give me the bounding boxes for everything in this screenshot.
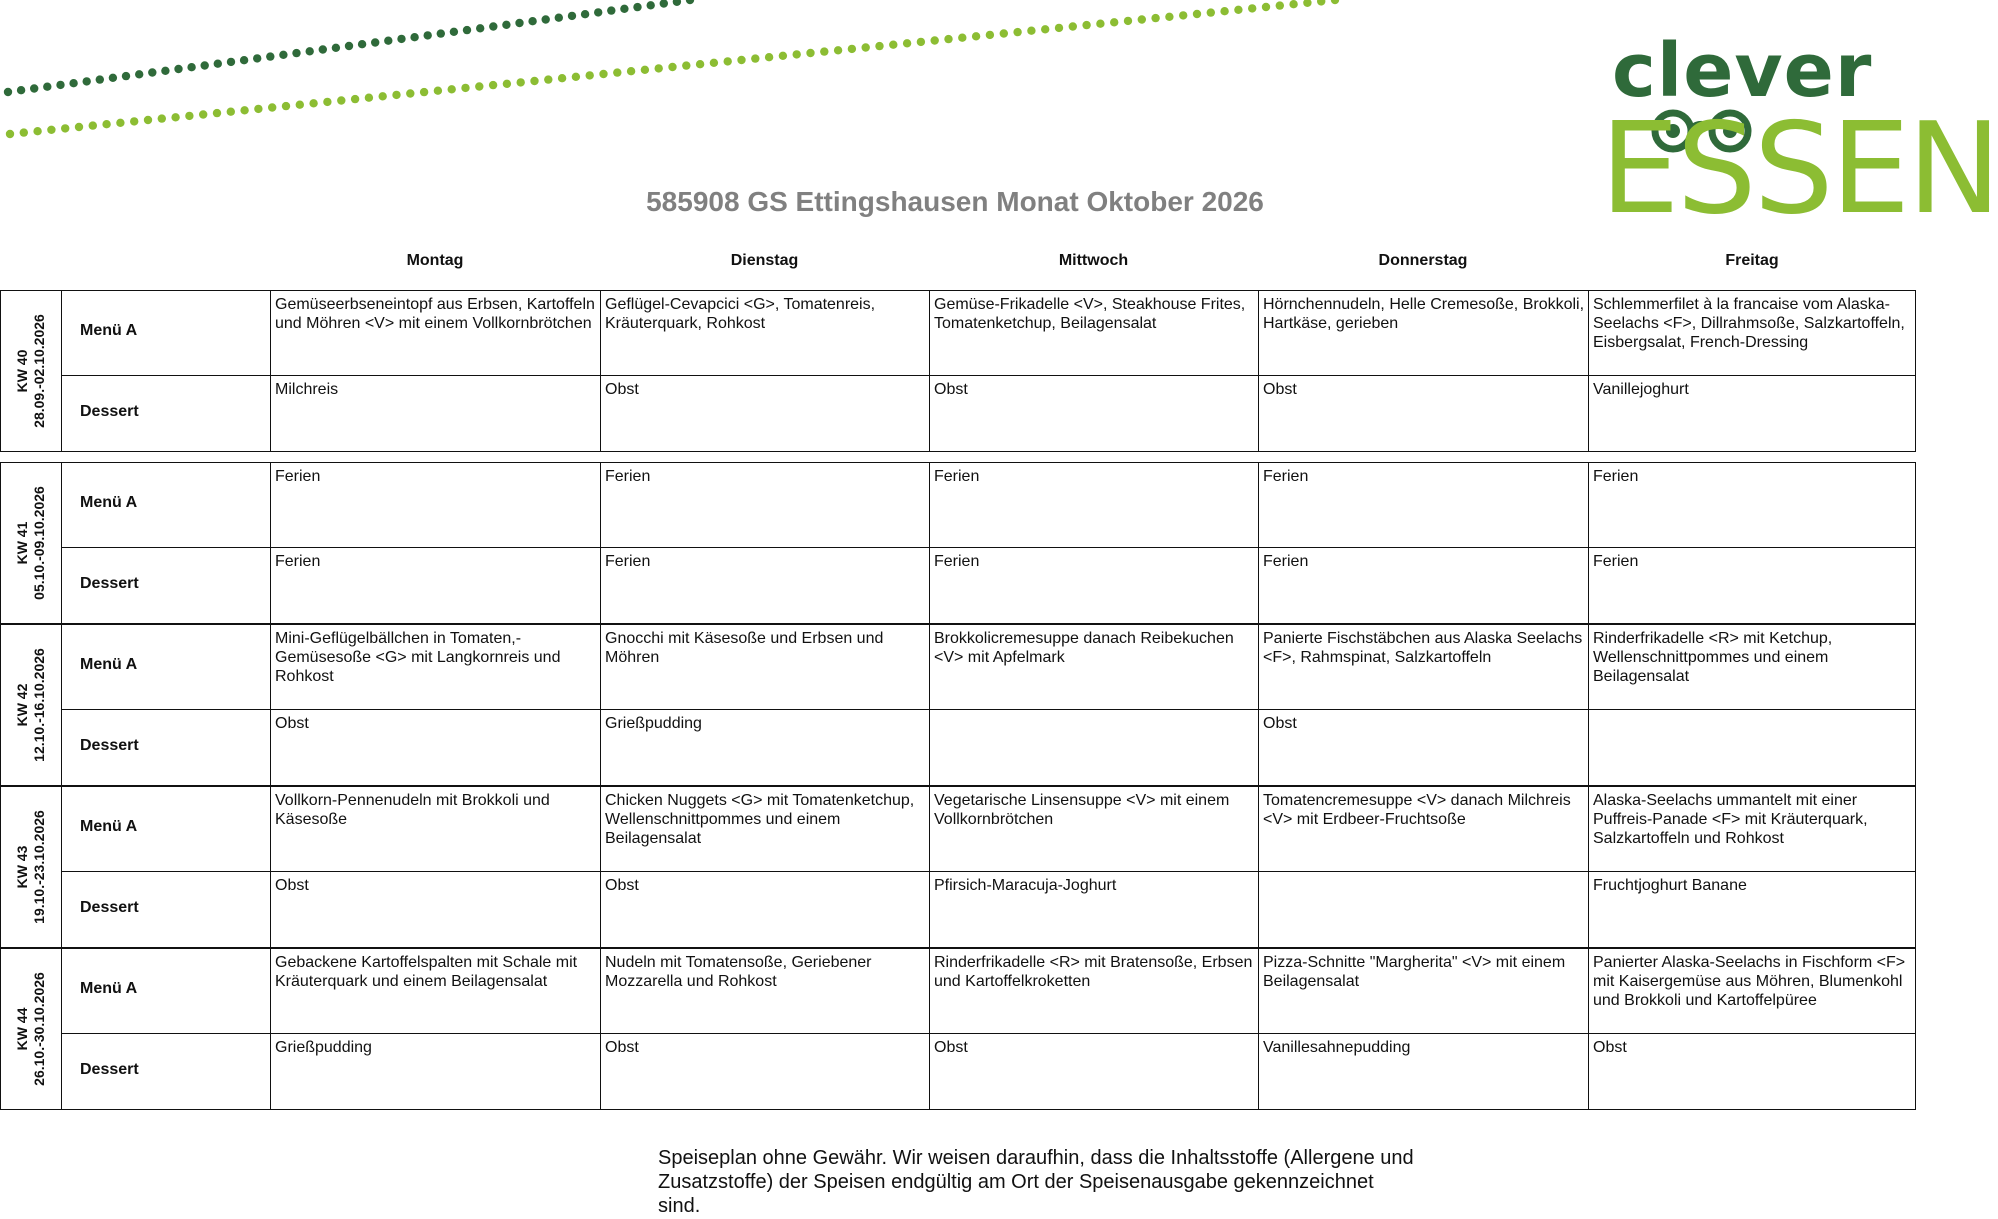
week-block xyxy=(0,462,1916,624)
decorative-dot xyxy=(323,98,331,106)
decorative-dot xyxy=(371,38,379,46)
decorative-dot xyxy=(227,58,235,66)
menu-cell: Vegetarische Linsensuppe <V> mit einem Vollkornbrötchen xyxy=(934,792,1230,828)
decorative-dot xyxy=(253,54,261,62)
week-dates: 26.10.-30.10.2026 xyxy=(31,972,47,1086)
menu-cell: Gebackene Kartoffelspalten mit Schale mit Kräuterquark und einem Beilagensalat xyxy=(275,954,578,990)
decorative-dot xyxy=(420,88,428,96)
decorative-dot xyxy=(627,67,635,75)
row-label-dessert: Dessert xyxy=(80,737,139,754)
dessert-cell: Obst xyxy=(605,877,639,894)
decorative-dot xyxy=(309,99,317,107)
decorative-dot xyxy=(641,66,649,74)
week-label-cell xyxy=(1,787,62,947)
menu-cell: Pizza-Schnitte "Margherita" <V> mit einem Beilagensalat xyxy=(1263,954,1566,990)
decorative-dot xyxy=(696,60,704,68)
dessert-cell: Ferien xyxy=(605,553,651,570)
menu-cell: Panierte Fischstäbchen aus Alaska Seelachs <F>, Rahmspinat, Salzkartoffeln xyxy=(1263,630,1583,666)
decorative-dot xyxy=(187,63,195,71)
decorative-dot xyxy=(737,56,745,64)
decorative-dot xyxy=(502,21,510,29)
decorative-dot xyxy=(607,6,615,14)
decorative-dot xyxy=(116,119,124,127)
menu-cell: Panierter Alaska-Seelachs in Fischform <F> mit Kaisergemüse aus Möhren, Blumenkohl und Brokkoli und Kartoffelpüree xyxy=(1593,954,1906,1009)
decorative-dot xyxy=(779,52,787,60)
decorative-dot xyxy=(61,124,69,132)
week-block xyxy=(0,624,1916,786)
decorative-dot xyxy=(613,68,621,76)
week-label xyxy=(14,972,48,1086)
decorative-dot xyxy=(279,51,287,59)
decorative-dot xyxy=(332,44,340,52)
menu-cell: Ferien xyxy=(605,468,651,485)
decorative-dot xyxy=(633,3,641,11)
decorative-dot xyxy=(1220,7,1228,15)
decorative-dot xyxy=(1289,0,1297,8)
decorative-dot xyxy=(448,85,456,93)
decorative-dot xyxy=(1303,0,1311,7)
menu-cell: Ferien xyxy=(1593,468,1639,485)
decorative-dot xyxy=(931,36,939,44)
decorative-dot xyxy=(889,41,897,49)
decorative-dot xyxy=(144,116,152,124)
decorative-dot xyxy=(1082,21,1090,29)
dessert-cell: Fruchtjoghurt Banane xyxy=(1593,877,1747,894)
dessert-cell: Obst xyxy=(1593,1039,1627,1056)
dessert-cell: Ferien xyxy=(275,553,321,570)
row-label-dessert: Dessert xyxy=(80,899,139,916)
decorative-dot xyxy=(1193,10,1201,18)
page-title: 585908 GS Ettingshausen Monat Oktober 2026 xyxy=(646,186,1264,217)
decorative-dot xyxy=(122,72,130,80)
decorative-dot xyxy=(944,35,952,43)
row-label-dessert: Dessert xyxy=(80,1061,139,1078)
week-label-cell xyxy=(1,291,62,451)
decorative-dot xyxy=(296,101,304,109)
decorative-dot xyxy=(668,63,676,71)
decorative-dot xyxy=(158,114,166,122)
decorative-dot xyxy=(765,53,773,61)
decorative-dot xyxy=(214,60,222,68)
weekday-header xyxy=(0,252,1920,274)
decorative-dot xyxy=(528,17,536,25)
decorative-dot xyxy=(1096,20,1104,28)
decorative-dot xyxy=(109,74,117,82)
decorative-dot xyxy=(489,22,497,30)
decorative-dot xyxy=(682,61,690,69)
decorative-dot xyxy=(20,128,28,136)
decorative-dot xyxy=(530,77,538,85)
decorative-dot xyxy=(392,91,400,99)
row-label-dessert: Dessert xyxy=(80,403,139,420)
weekday-label: Freitag xyxy=(1725,252,1779,269)
week-dates: 28.09.-02.10.2026 xyxy=(31,314,47,428)
decorative-dot xyxy=(986,31,994,39)
decorative-dot xyxy=(1138,15,1146,23)
dessert-cell: Grießpudding xyxy=(275,1039,372,1056)
decorative-dot xyxy=(434,87,442,95)
decorative-dot xyxy=(581,10,589,18)
decorative-dot xyxy=(1027,27,1035,35)
menu-cell: Brokkolicremesuppe danach Reibekuchen <V> mit Apfelmark xyxy=(934,630,1234,666)
decorative-dot xyxy=(572,73,580,81)
decorative-dot xyxy=(673,0,681,6)
decorative-dot xyxy=(542,15,550,23)
dessert-cell: Vanillejoghurt xyxy=(1593,381,1689,398)
menu-cell: Hörnchennudeln, Helle Cremesoße, Brokkoli, Hartkäse, gerieben xyxy=(1263,296,1585,332)
decorative-dot xyxy=(161,67,169,75)
week-label xyxy=(14,314,48,428)
decorative-dot xyxy=(1151,14,1159,22)
dessert-cell: Obst xyxy=(934,1039,968,1056)
decorative-dot xyxy=(555,14,563,22)
week-block xyxy=(0,786,1916,948)
decorative-dot xyxy=(958,34,966,42)
menu-cell: Ferien xyxy=(934,468,980,485)
menu-cell: Schlemmerfilet à la francaise vom Alaska-Seelachs <F>, Dillrahmsoße, Salzkartoffeln, Eisbergsalat, French-Dressing xyxy=(1593,296,1905,351)
decorative-dot xyxy=(384,37,392,45)
week-number: KW 40 xyxy=(14,349,30,393)
week-label xyxy=(14,648,48,762)
logo-essen-text: ESSEN xyxy=(1600,95,1998,242)
menu-cell: Rinderfrikadelle <R> mit Ketchup, Wellenschnittpommes und einem Beilagensalat xyxy=(1593,630,1833,685)
weekday-label: Montag xyxy=(406,252,464,269)
decorative-dot xyxy=(130,117,138,125)
row-label-menu: Menü A xyxy=(80,656,138,673)
menu-cell: Alaska-Seelachs ummantelt mit einer Puffreis-Panade <F> mit Kräuterquark, Salzkartoffeln und Rohkost xyxy=(1593,792,1868,847)
decorative-dot xyxy=(793,50,801,58)
decorative-dot xyxy=(1055,24,1063,32)
dessert-cell xyxy=(930,710,1259,784)
decorative-dot xyxy=(174,65,182,73)
decorative-dot xyxy=(282,102,290,110)
decorative-dot xyxy=(710,59,718,67)
decorative-dot xyxy=(917,38,925,46)
week-number: KW 42 xyxy=(14,683,30,727)
dessert-cell: Pfirsich-Maracuja-Joghurt xyxy=(934,877,1117,894)
decorative-dot xyxy=(972,32,980,40)
dessert-cell: Obst xyxy=(275,877,309,894)
dessert-cell xyxy=(1589,710,1917,784)
menu-cell: Vollkorn-Pennenudeln mit Brokkoli und Käsesoße xyxy=(275,792,550,828)
disclaimer-text: Speiseplan ohne Gewähr. Wir weisen daraufhin, dass die Inhaltsstoffe (Allergene und Zusatzstoffe) der Speisen endgültig am Ort der Speisenausgabe gekennzeichnet sind. xyxy=(658,1147,1414,1217)
decorative-dot xyxy=(594,8,602,16)
decorative-dot xyxy=(6,130,14,138)
dessert-cell: Milchreis xyxy=(275,381,339,398)
dessert-cell xyxy=(1259,872,1589,946)
decorative-dot xyxy=(686,0,694,4)
decorative-dot xyxy=(503,80,511,88)
decorative-dot xyxy=(365,94,373,102)
dessert-cell: Obst xyxy=(275,715,309,732)
decorative-dot xyxy=(1165,13,1173,21)
decorative-dot xyxy=(319,45,327,53)
decorative-dot xyxy=(397,35,405,43)
decorative-dot xyxy=(102,120,110,128)
logo-clever-text: clever xyxy=(1612,28,1873,114)
week-block xyxy=(0,948,1916,1110)
decorative-dot xyxy=(1069,22,1077,30)
week-label xyxy=(14,486,48,600)
decorative-dot xyxy=(1110,18,1118,26)
decorative-dot xyxy=(4,88,12,96)
menu-cell: Chicken Nuggets <G> mit Tomatenketchup, Wellenschnittpommes und einem Beilagensalat xyxy=(605,792,915,847)
decorative-dot xyxy=(56,81,64,89)
decorative-dot xyxy=(96,75,104,83)
decorative-dot xyxy=(1248,4,1256,12)
week-dates: 12.10.-16.10.2026 xyxy=(31,648,47,762)
decorative-dot xyxy=(17,86,25,94)
week-label-cell xyxy=(1,949,62,1109)
decorative-dot xyxy=(43,83,51,91)
menu-cell: Mini-Geflügelbällchen in Tomaten,-Gemüsesoße <G> mit Langkornreis und Rohkost xyxy=(275,630,561,685)
row-label-menu: Menü A xyxy=(80,494,138,511)
decorative-dot xyxy=(1276,1,1284,9)
decorative-dot xyxy=(410,33,418,41)
week-label-cell xyxy=(1,625,62,785)
decorative-dot xyxy=(424,31,432,39)
menu-cell: Rinderfrikadelle <R> mit Bratensoße, Erbsen und Kartoffelkroketten xyxy=(934,954,1253,990)
decorative-dot xyxy=(33,127,41,135)
decorative-dot xyxy=(1317,0,1325,6)
menu-cell: Tomatencremesuppe <V> danach Milchreis <V> mit Erdbeer-Fruchtsoße xyxy=(1263,792,1571,828)
decorative-dot xyxy=(75,123,83,131)
decorative-dot xyxy=(135,70,143,78)
decorative-dot xyxy=(1000,29,1008,37)
dessert-cell: Obst xyxy=(934,381,968,398)
decorative-dot xyxy=(620,5,628,13)
week-dates: 05.10.-09.10.2026 xyxy=(31,486,47,600)
decorative-dot xyxy=(199,110,207,118)
decorative-dot xyxy=(544,75,552,83)
decorative-dot xyxy=(254,105,262,113)
decorative-dot xyxy=(306,47,314,55)
dessert-cell: Vanillesahnepudding xyxy=(1263,1039,1411,1056)
decorative-dot xyxy=(599,70,607,78)
week-dates: 19.10.-23.10.2026 xyxy=(31,810,47,924)
decorative-dot xyxy=(227,108,235,116)
decorative-dot xyxy=(476,24,484,32)
week-number: KW 43 xyxy=(14,845,30,889)
menu-cell: Gemüse-Frikadelle <V>, Steakhouse Frites, Tomatenketchup, Beilagensalat xyxy=(934,296,1246,332)
decorative-dot xyxy=(337,96,345,104)
decorative-dot xyxy=(266,52,274,60)
decorative-dots xyxy=(0,0,1400,160)
menu-cell: Ferien xyxy=(275,468,321,485)
decorative-dot xyxy=(148,68,156,76)
decorative-dot xyxy=(1041,25,1049,33)
decorative-dot xyxy=(647,1,655,9)
decorative-dot xyxy=(1262,3,1270,11)
row-label-menu: Menü A xyxy=(80,818,138,835)
week-label-cell xyxy=(1,463,62,623)
decorative-dot xyxy=(820,47,828,55)
decorative-dot xyxy=(1331,0,1339,4)
decorative-dot xyxy=(489,81,497,89)
decorative-dot xyxy=(1179,11,1187,19)
decorative-dot xyxy=(30,84,38,92)
decorative-dot xyxy=(351,95,359,103)
decorative-dot xyxy=(461,84,469,92)
decorative-dot xyxy=(201,61,209,69)
decorative-dot xyxy=(1234,6,1242,14)
row-label-menu: Menü A xyxy=(80,980,138,997)
decorative-dot xyxy=(47,126,55,134)
dessert-cell: Ferien xyxy=(1593,553,1639,570)
decorative-dot xyxy=(862,43,870,51)
decorative-dot xyxy=(875,42,883,50)
dessert-cell: Obst xyxy=(1263,381,1297,398)
decorative-dot xyxy=(724,57,732,65)
decorative-dot xyxy=(517,78,525,86)
weekday-label: Mittwoch xyxy=(1058,252,1129,269)
decorative-dot xyxy=(437,29,445,37)
decorative-dot xyxy=(1013,28,1021,36)
decorative-dot xyxy=(655,64,663,72)
decorative-dot xyxy=(1124,17,1132,25)
week-number: KW 41 xyxy=(14,521,30,565)
decorative-dot xyxy=(568,12,576,20)
week-block xyxy=(0,290,1916,452)
decorative-dot xyxy=(213,109,221,117)
dessert-cell: Grießpudding xyxy=(605,715,702,732)
decorative-dot xyxy=(475,82,483,90)
decorative-dot xyxy=(806,49,814,57)
decorative-dot xyxy=(515,19,523,27)
decorative-dot xyxy=(406,89,414,97)
dessert-cell: Obst xyxy=(605,381,639,398)
dessert-cell: Ferien xyxy=(934,553,980,570)
decorative-dot xyxy=(185,112,193,120)
decorative-dot xyxy=(903,39,911,47)
decorative-dot xyxy=(463,26,471,34)
decorative-dot xyxy=(660,0,668,8)
decorative-dot xyxy=(345,42,353,50)
decorative-dot xyxy=(379,92,387,100)
decorative-dot xyxy=(83,77,91,85)
decorative-dot xyxy=(268,103,276,111)
menu-cell: Gnocchi mit Käsesoße und Erbsen und Möhren xyxy=(605,630,884,666)
menu-cell: Nudeln mit Tomatensoße, Geriebener Mozzarella und Rohkost xyxy=(605,954,872,990)
decorative-dot xyxy=(834,46,842,54)
week-label xyxy=(14,810,48,924)
decorative-dot xyxy=(586,71,594,79)
decorative-dot xyxy=(240,106,248,114)
decorative-dot xyxy=(751,54,759,62)
weekday-label: Donnerstag xyxy=(1378,252,1468,269)
dessert-cell: Obst xyxy=(605,1039,639,1056)
decorative-dot xyxy=(240,56,248,64)
decorative-dot xyxy=(848,45,856,53)
decorative-dot xyxy=(358,40,366,48)
menu-cell: Geflügel-Cevapcici <G>, Tomatenreis, Kräuterquark, Rohkost xyxy=(605,296,876,332)
decorative-dot xyxy=(89,121,97,129)
row-label-dessert: Dessert xyxy=(80,575,139,592)
decorative-dot xyxy=(171,113,179,121)
menu-cell: Ferien xyxy=(1263,468,1309,485)
decorative-dot xyxy=(558,74,566,82)
dessert-cell: Ferien xyxy=(1263,553,1309,570)
decorative-dot xyxy=(292,49,300,57)
decorative-dot xyxy=(450,28,458,36)
decorative-dot xyxy=(69,79,77,87)
menu-cell: Gemüseerbseneintopf aus Erbsen, Kartoffeln und Möhren <V> mit einem Vollkornbrötchen xyxy=(275,296,595,332)
weekday-label: Dienstag xyxy=(730,252,799,269)
decorative-dot xyxy=(1207,8,1215,16)
week-number: KW 44 xyxy=(14,1007,30,1051)
row-label-menu: Menü A xyxy=(80,322,138,339)
dessert-cell: Obst xyxy=(1263,715,1297,732)
